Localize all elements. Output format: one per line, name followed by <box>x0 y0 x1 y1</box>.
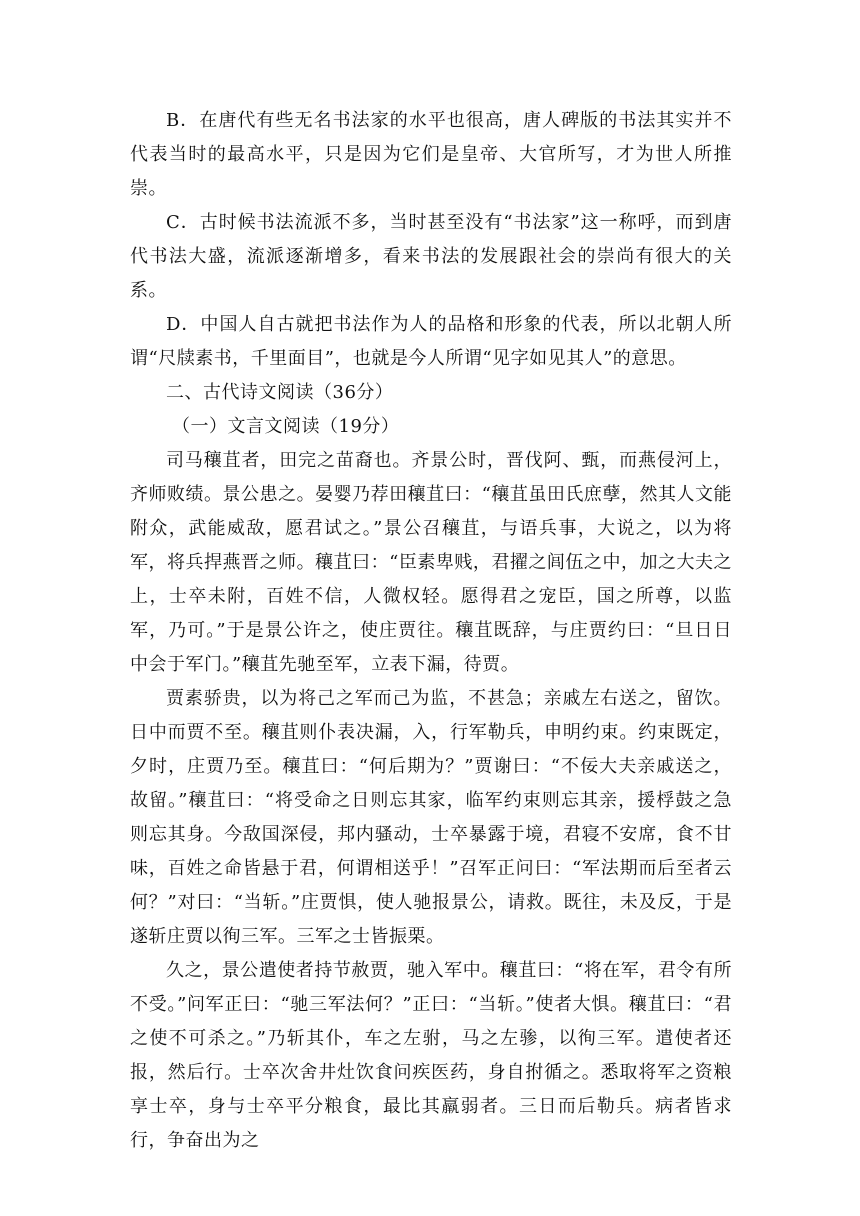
option-d: D．中国人自古就把书法作为人的品格和形象的代表，所以北朝人所谓“尺牍素书，千里面目”，也就是今人所谓“见字如见其人”的意思。 <box>130 314 732 369</box>
passage-paragraph-1: 司马穰苴者，田完之苗裔也。齐景公时，晋伐阿、甄，而燕侵河上，齐师败绩。景公患之。晏婴乃荐田穰苴曰：“穰苴虽田氏庶孽，然其人文能附众，武能威敌，愿君试之。”景公召穰苴，与语兵事，大说之，以为将军，将兵捍燕晋之师。穰苴曰：“臣素卑贱，君擢之闾伍之中，加之大夫之上，士卒未附，百姓不信，人微权轻。愿得君之宠臣，国之所尊，以监军，乃可。”于是景公许之，使庄贾往。穰苴既辞，与庄贾约曰：“旦日日中会于军门。”穰苴先驰至军，立表下漏，待贾。 <box>130 450 732 675</box>
option-c: C．古时候书法流派不多，当时甚至没有“书法家”这一称呼，而到唐代书法大盛，流派逐渐增多，看来书法的发展跟社会的崇尚有很大的关系。 <box>130 212 732 301</box>
passage-paragraph-3: 久之，景公遣使者持节赦贾，驰入军中。穰苴曰：“将在军，君令有所不受。”问军正曰：“驰三军法何？”正曰：“当斩。”使者大惧。穰苴曰：“君之使不可杀之。”乃斩其仆，车之左驸，马之左骖，以徇三军。遣使者还报，然后行。士卒次舍井灶饮食问疾医药，身自拊循之。悉取将军之资粮享士卒，身与士卒平分粮食，最比其羸弱者。三日而后勒兵。病者皆求行，争奋出为之 <box>130 960 732 1151</box>
option-b: B．在唐代有些无名书法家的水平也很高，唐人碑版的书法其实并不代表当时的最高水平，只是因为它们是皇帝、大官所写，才为世人所推崇。 <box>130 110 732 199</box>
subsection-heading: （一）文言文阅读（19分） <box>172 416 400 437</box>
section-heading: 二、古代诗文阅读（36分） <box>166 382 394 403</box>
document-body <box>130 104 732 1158</box>
passage-paragraph-2: 贾素骄贵，以为将己之军而己为监，不甚急；亲戚左右送之，留饮。日中而贾不至。穰苴则仆表决漏，入，行军勒兵，申明约束。约束既定，夕时，庄贾乃至。穰苴曰：“何后期为？”贾谢曰：“不佞大夫亲戚送之，故留。”穰苴曰：“将受命之日则忘其家，临军约束则忘其亲，援桴鼓之急则忘其身。今敌国深侵，邦内骚动，士卒暴露于境，君寝不安席，食不甘味，百姓之命皆悬于君，何谓相送乎！”召军正问曰：“军法期而后至者云何？”对曰：“当斩。”庄贾惧，使人驰报景公，请救。既往，未及反，于是遂斩庄贾以徇三军。三军之士皆振栗。 <box>130 688 732 947</box>
